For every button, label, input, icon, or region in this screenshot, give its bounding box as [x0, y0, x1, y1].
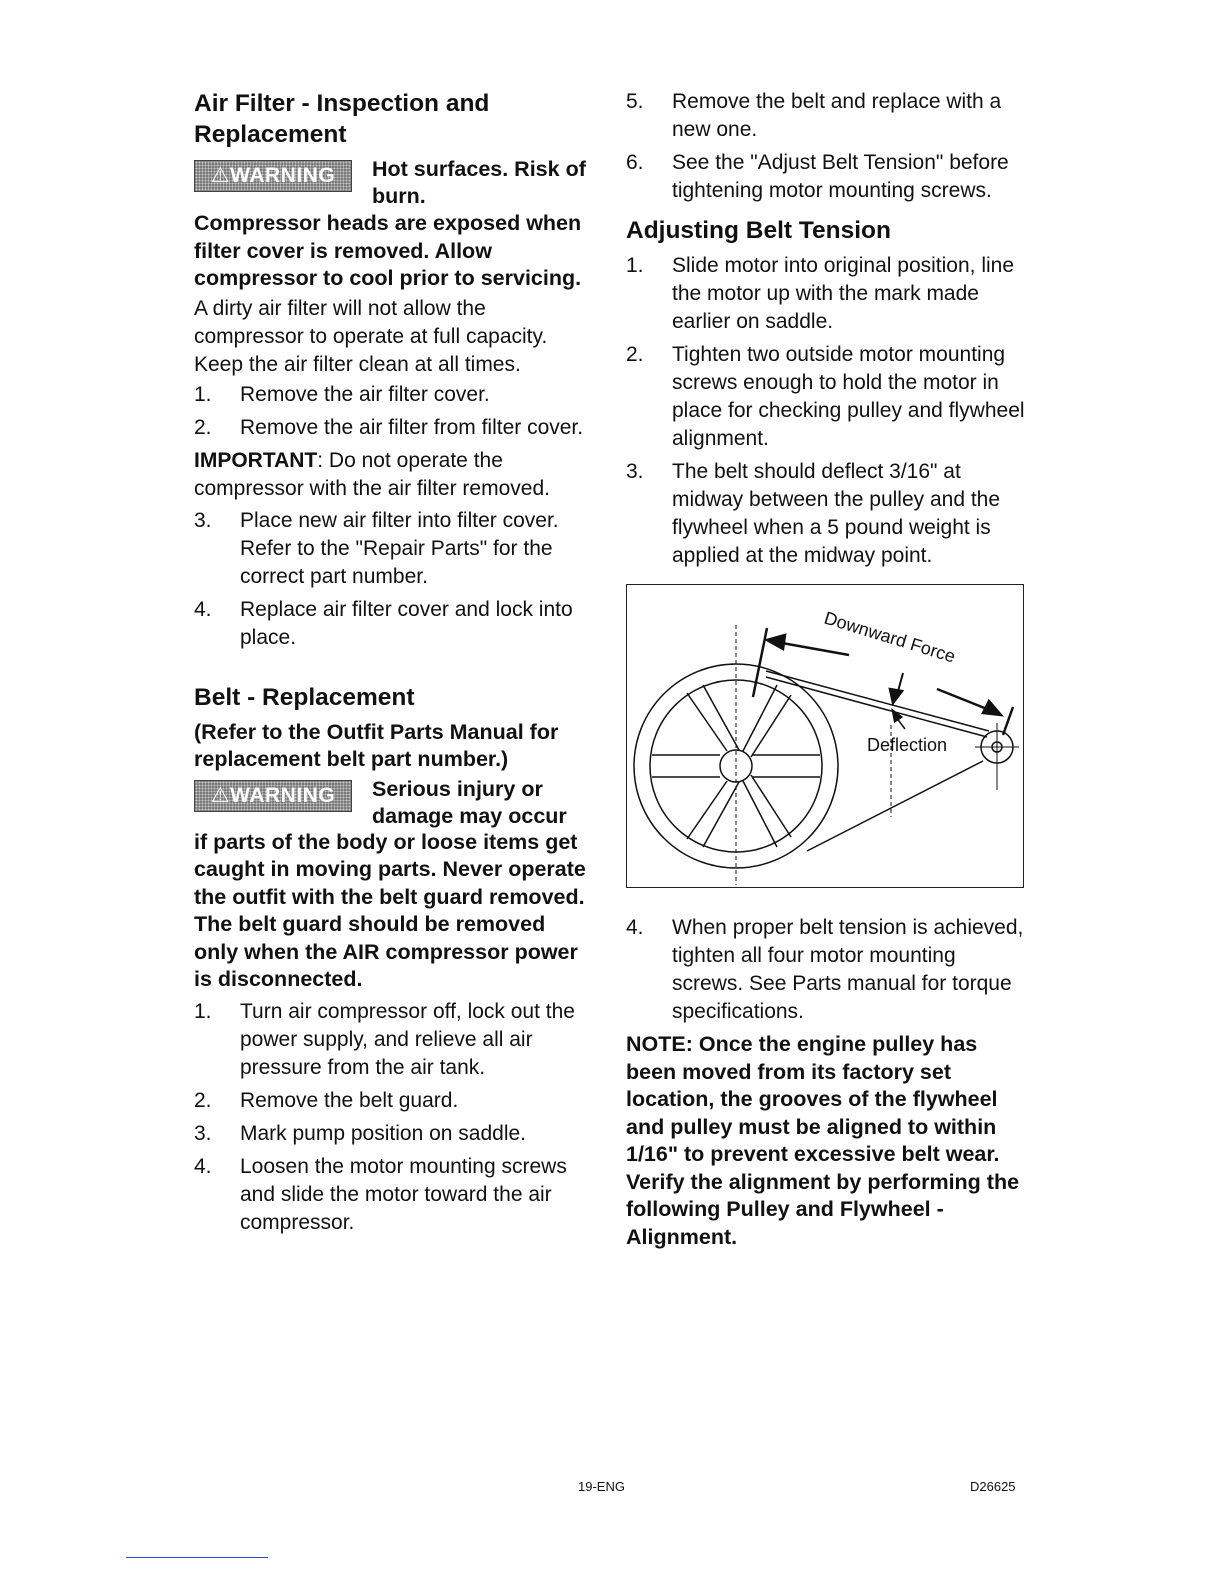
- belt-diagram: [627, 585, 1023, 887]
- list-item: 5. Remove the belt and replace with a new one.: [626, 90, 1002, 141]
- air-filter-steps-a: [194, 381, 594, 442]
- left-column: [194, 88, 594, 1242]
- warning-text: Hot surfaces. Risk of burn.: [372, 157, 586, 208]
- tension-steps-a: [626, 252, 1026, 570]
- page-number: 19-ENG: [578, 1479, 625, 1494]
- list-item: 2. Remove the air filter from filter cover.: [194, 415, 584, 439]
- tension-heading: Adjusting Belt Tension: [626, 217, 891, 244]
- important-label: IMPORTANT: [194, 448, 318, 472]
- belt-warning-continued: if parts of the body or loose items get caught in moving parts. Never operate the outfit with the belt guard removed. The belt guard should be removed only when the AIR compressor power is disconnected.: [194, 829, 586, 991]
- list-item: 3. Place new air filter into filter cover. Refer to the "Repair Parts" for the correct part number.: [194, 508, 559, 588]
- air-filter-steps-b: [194, 507, 594, 652]
- motor-pulley: [975, 723, 1019, 790]
- right-column: [626, 88, 1026, 1251]
- list-item: 3. Mark pump position on saddle.: [194, 1121, 526, 1145]
- downward-force-label: Downward Force: [821, 607, 958, 667]
- list-item: 3. The belt should deflect 3/16" at midway between the pulley and the flywheel when a 5 pound weight is applied at the midway point.: [626, 460, 1001, 567]
- list-item: 4. When proper belt tension is achieved, tighten all four motor mounting screws. See Parts manual for torque specifications.: [626, 916, 1024, 1023]
- list-item: 1. Slide motor into original position, line the motor up with the mark made earlier on saddle.: [626, 254, 1015, 333]
- warning-text: Serious injury or damage may occur: [372, 776, 567, 828]
- belt-steps-continued: [626, 88, 1026, 205]
- list-item: 4. Replace air filter cover and lock into place.: [194, 597, 573, 649]
- document-code: D26625: [970, 1479, 1016, 1494]
- air-filter-warning: [194, 156, 594, 210]
- belt-steps: [194, 998, 594, 1237]
- list-item: 1. Turn air compressor off, lock out the power supply, and relieve all air pressure from the air tank.: [194, 999, 575, 1079]
- list-item: 4. Loosen the motor mounting screws and slide the motor toward the air compressor.: [194, 1154, 567, 1234]
- alignment-note: NOTE: Once the engine pulley has been moved from its factory set location, the grooves of the flywheel and pulley must be aligned to within 1/16" to prevent excessive belt wear. Verify the alignment by performing the following Pulley and Flywheel - Alignment.: [626, 1032, 1020, 1249]
- belt-tension-figure: [626, 584, 1024, 888]
- air-filter-intro: A dirty air filter will not allow the compressor to operate at full capacity. Keep the air filter clean at all times.: [194, 296, 548, 376]
- belt-heading: Belt - Replacement: [194, 683, 415, 711]
- list-item: 2. Tighten two outside motor mounting screws enough to hold the motor in place for checking pulley and flywheel alignment.: [626, 343, 1025, 450]
- list-item: 6. See the "Adjust Belt Tension" before tightening motor mounting screws.: [626, 151, 1009, 202]
- important-text: : Do not operate the compressor with the air filter removed.: [194, 448, 550, 500]
- list-item: 1. Remove the air filter cover.: [194, 382, 490, 406]
- belt-refer-text: (Refer to the Outfit Parts Manual for replacement belt part number.): [194, 719, 559, 771]
- list-item: 2. Remove the belt guard.: [194, 1088, 459, 1112]
- air-filter-heading: Air Filter - Inspection and Replacement: [194, 90, 490, 148]
- warning-badge: ⚠WARNING: [194, 160, 352, 192]
- warning-badge: ⚠WARNING: [194, 780, 352, 812]
- belt-warning: [194, 776, 594, 830]
- deflection-label: Deflection: [867, 735, 948, 755]
- caution-text: Compressor heads are exposed when filter cover is removed. Allow compressor to cool prior to servicing.: [194, 211, 582, 290]
- link-underline: [126, 1557, 268, 1558]
- tension-steps-b: [626, 914, 1026, 1026]
- important-note: [194, 447, 594, 503]
